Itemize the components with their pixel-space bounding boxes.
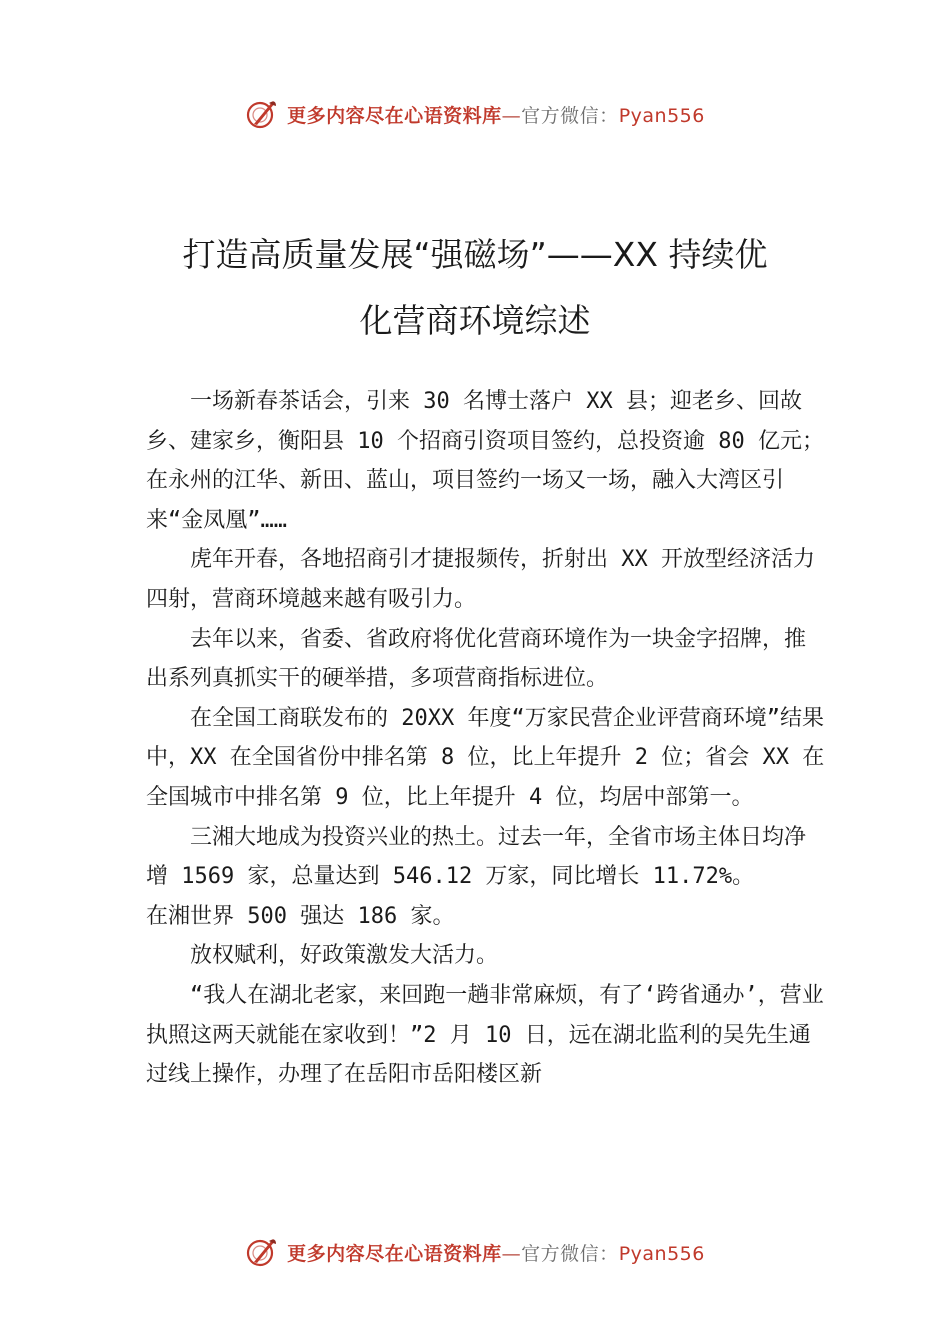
title-line-1: 打造高质量发展“强磁场”——XX 持续优 <box>182 235 768 274</box>
watermark-site: 更多内容尽在心语资料库 <box>287 104 502 127</box>
watermark-dash: — <box>501 104 522 127</box>
watermark-dash: — <box>501 1242 522 1265</box>
document-body <box>146 382 826 1095</box>
watermark-official: 官方微信： <box>521 104 619 127</box>
watermark-official: 官方微信： <box>521 1242 619 1265</box>
paragraph-8: “我人在湖北老家，来回跑一趟非常麻烦，有了‘跨省通办’，营业执照这两天就能在家收到！”2 月 10 日，远在湖北监利的吴先生通过线上操作，办理了在岳阳市岳阳楼区新 <box>146 982 824 1088</box>
paragraph-7: 放权赋利，好政策激发大活力。 <box>190 943 499 969</box>
watermark-text <box>287 1239 705 1266</box>
watermark-header <box>0 94 950 134</box>
paragraph-2: 虎年开春，各地招商引才捷报频传，折射出 XX 开放型经济活力四射，营商环境越来越有吸引力。 <box>146 547 815 612</box>
watermark-text <box>287 101 705 128</box>
watermark-footer <box>0 1232 950 1272</box>
paragraph-3: 去年以来，省委、省政府将优化营商环境作为一块金字招牌，推出系列真抓实干的硬举措，多项营商指标进位。 <box>146 626 807 692</box>
paragraph-1: 一场新春茶话会，引来 30 名博士落户 XX 县；迎老乡、回故乡、建家乡，衡阳县 10 个招商引资项目签约，总投资逾 80 亿元；在永州的江华、新田、蓝山，项目签约一场又一场，融入大湾区引来“金凤凰”…… <box>146 389 824 533</box>
paragraph-4: 在全国工商联发布的 20XX 年度“万家民营企业评营商环境”结果中，XX 在全国省份中排名第 8 位，比上年提升 2 位；省会 XX 在全国城市中排名第 9 位，比上年提升 4 位，均居中部第一。 <box>146 705 825 810</box>
watermark-wechat-id: Pyan556 <box>618 104 705 127</box>
paragraph-6: 在湘世界 500 强达 186 家。 <box>146 903 455 929</box>
quill-logo-icon <box>245 1235 279 1269</box>
title-line-2: 化营商环境综述 <box>359 301 591 340</box>
paragraph-5: 三湘大地成为投资兴业的热土。过去一年，全省市场主体日均净增 1569 家，总量达到 546.12 万家，同比增长 11.72%。 <box>146 824 807 890</box>
watermark-site: 更多内容尽在心语资料库 <box>287 1242 502 1265</box>
watermark-wechat-id: Pyan556 <box>618 1242 705 1265</box>
quill-logo-icon <box>245 97 279 131</box>
document-title <box>140 222 810 354</box>
